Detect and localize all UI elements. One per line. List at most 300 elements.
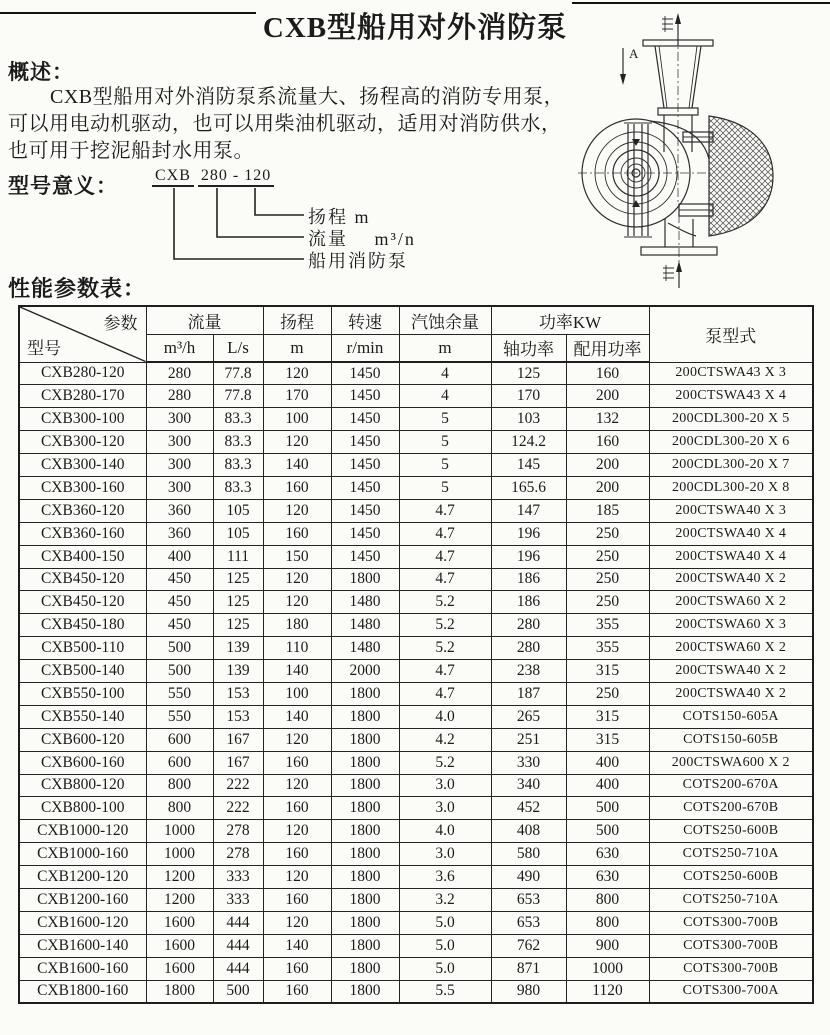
table-row [19,751,813,774]
cell-pump-type: COTS150-605A [649,705,813,728]
cell-head: 120 [263,911,331,934]
cell-npsh: 5 [399,454,491,477]
cell-head: 120 [263,499,331,522]
cell-shaft-power: 653 [491,888,566,911]
cell-flow-ls: 139 [213,660,263,683]
cell-rated-power: 500 [566,820,649,843]
cell-shaft-power: 408 [491,820,566,843]
cell-shaft-power: 490 [491,866,566,889]
cell-npsh: 4.7 [399,522,491,545]
cell-model: CXB300-100 [19,408,146,431]
cell-head: 120 [263,866,331,889]
cell-model: CXB1000-160 [19,843,146,866]
cell-flow-ls: 222 [213,774,263,797]
table-row [19,774,813,797]
cell-flow-ls: 444 [213,911,263,934]
page-title: CXB型船用对外消防泵 [262,12,568,44]
cell-npsh: 3.0 [399,774,491,797]
cell-speed: 1800 [331,843,399,866]
cell-shaft-power: 330 [491,751,566,774]
cell-pump-type: 200CDL300-20 X 5 [649,408,813,431]
cell-pump-type: 200CTSWA600 X 2 [649,751,813,774]
cell-shaft-power: 187 [491,682,566,705]
cell-head: 160 [263,957,331,980]
cell-pump-type: 200CTSWA40 X 4 [649,522,813,545]
cell-model: CXB800-120 [19,774,146,797]
cell-head: 100 [263,408,331,431]
cell-pump-type: 200CTSWA60 X 2 [649,637,813,660]
cell-head: 120 [263,820,331,843]
table-body [19,362,813,1003]
cell-rated-power: 250 [566,568,649,591]
cell-npsh: 3.2 [399,888,491,911]
cell-flow-m3h: 600 [146,751,213,774]
cell-npsh: 4.2 [399,728,491,751]
cell-npsh: 4.7 [399,568,491,591]
table-row [19,911,813,934]
cell-shaft-power: 124.2 [491,431,566,454]
cell-npsh: 5.0 [399,934,491,957]
cell-pump-type: 200CTSWA40 X 2 [649,660,813,683]
cell-flow-m3h: 1600 [146,934,213,957]
cell-rated-power: 800 [566,888,649,911]
cell-model: CXB1200-120 [19,866,146,889]
cell-flow-ls: 83.3 [213,408,263,431]
cell-rated-power: 250 [566,591,649,614]
cell-flow-m3h: 280 [146,362,213,385]
cell-shaft-power: 580 [491,843,566,866]
unit-ls: L/s [213,334,263,362]
cell-head: 140 [263,454,331,477]
section-label: A [629,46,639,61]
cell-speed: 1800 [331,866,399,889]
cell-head: 140 [263,705,331,728]
col-header-head: 扬程 [263,306,331,334]
cell-speed: 1800 [331,820,399,843]
label-marine-fire-pump: 船用消防泵 [308,251,408,271]
cell-pump-type: COTS300-700A [649,980,813,1003]
cell-flow-m3h: 1000 [146,820,213,843]
cell-head: 160 [263,522,331,545]
corner-label-parameter: 参数 [103,314,138,333]
cell-flow-ls: 167 [213,728,263,751]
subcol-rated-power: 配用功率 [566,334,649,362]
cell-speed: 1450 [331,522,399,545]
table-row [19,385,813,408]
cell-npsh: 5.2 [399,637,491,660]
cell-flow-m3h: 450 [146,614,213,637]
tiny-port-glyph-top [662,16,673,32]
cell-pump-type: 200CTSWA40 X 2 [649,568,813,591]
cell-rated-power: 630 [566,866,649,889]
cell-flow-m3h: 1200 [146,866,213,889]
cell-flow-ls: 278 [213,843,263,866]
cell-speed: 1800 [331,568,399,591]
cell-flow-m3h: 360 [146,522,213,545]
cell-model: CXB450-120 [19,568,146,591]
cell-shaft-power: 280 [491,614,566,637]
table-row [19,545,813,568]
cell-npsh: 5.2 [399,751,491,774]
cell-flow-m3h: 300 [146,431,213,454]
cell-rated-power: 132 [566,408,649,431]
cell-head: 160 [263,751,331,774]
cell-head: 180 [263,614,331,637]
cell-flow-ls: 125 [213,614,263,637]
cell-pump-type: COTS200-670A [649,774,813,797]
cell-flow-ls: 83.3 [213,431,263,454]
cell-speed: 1800 [331,682,399,705]
table-row [19,362,813,385]
cell-npsh: 5.2 [399,614,491,637]
cell-speed: 1800 [331,980,399,1003]
label-head-unit: 扬程 m [308,207,371,227]
cell-npsh: 4.7 [399,660,491,683]
cell-flow-m3h: 1200 [146,888,213,911]
model-code [152,167,278,185]
tiny-port-glyph-bottom [663,265,674,281]
cell-rated-power: 355 [566,614,649,637]
cell-speed: 1800 [331,774,399,797]
cell-speed: 1480 [331,614,399,637]
corner-cell [19,306,146,362]
cell-pump-type: COTS300-700B [649,957,813,980]
cell-speed: 1450 [331,385,399,408]
cell-rated-power: 250 [566,682,649,705]
cell-model: CXB300-160 [19,476,146,499]
cell-flow-m3h: 280 [146,385,213,408]
cell-npsh: 4.0 [399,705,491,728]
cell-speed: 1450 [331,454,399,477]
cell-rated-power: 315 [566,705,649,728]
cell-head: 100 [263,682,331,705]
cell-speed: 1450 [331,431,399,454]
cell-head: 150 [263,545,331,568]
cell-speed: 1450 [331,362,399,385]
cell-flow-ls: 153 [213,705,263,728]
cell-flow-ls: 139 [213,637,263,660]
cell-shaft-power: 653 [491,911,566,934]
cell-pump-type: 200CDL300-20 X 8 [649,476,813,499]
table-row [19,614,813,637]
table-row [19,431,813,454]
cell-flow-ls: 83.3 [213,454,263,477]
cell-shaft-power: 238 [491,660,566,683]
cell-pump-type: COTS250-600B [649,866,813,889]
cell-shaft-power: 186 [491,568,566,591]
cell-rated-power: 250 [566,522,649,545]
cell-flow-m3h: 1000 [146,843,213,866]
cell-model: CXB300-140 [19,454,146,477]
table-row [19,820,813,843]
cell-flow-ls: 167 [213,751,263,774]
table-row [19,408,813,431]
cell-speed: 1800 [331,911,399,934]
cell-shaft-power: 762 [491,934,566,957]
cell-flow-m3h: 300 [146,476,213,499]
cell-npsh: 3.0 [399,797,491,820]
cell-pump-type: 200CDL300-20 X 6 [649,431,813,454]
cell-model: CXB280-120 [19,362,146,385]
cell-pump-type: 200CTSWA40 X 2 [649,682,813,705]
cell-rated-power: 400 [566,774,649,797]
cell-head: 160 [263,843,331,866]
unit-rmin: r/min [331,334,399,362]
cell-rated-power: 1000 [566,957,649,980]
cell-pump-type: COTS200-670B [649,797,813,820]
cell-pump-type: COTS250-710A [649,888,813,911]
table-row [19,499,813,522]
cell-flow-ls: 105 [213,522,263,545]
cell-shaft-power: 103 [491,408,566,431]
cell-flow-ls: 222 [213,797,263,820]
cell-flow-m3h: 450 [146,568,213,591]
cell-speed: 1450 [331,545,399,568]
cell-npsh: 5.0 [399,911,491,934]
cell-pump-type: 200CTSWA60 X 3 [649,614,813,637]
cell-npsh: 3.0 [399,843,491,866]
cell-speed: 1800 [331,934,399,957]
subcol-shaft-power: 轴功率 [491,334,566,362]
cell-flow-m3h: 500 [146,637,213,660]
cell-pump-type: 200CTSWA40 X 4 [649,545,813,568]
cell-pump-type: COTS300-700B [649,934,813,957]
cell-flow-m3h: 300 [146,454,213,477]
cell-speed: 1800 [331,751,399,774]
cell-npsh: 5.0 [399,957,491,980]
cell-head: 140 [263,660,331,683]
cell-shaft-power: 196 [491,522,566,545]
cell-flow-m3h: 1800 [146,980,213,1003]
cell-flow-ls: 111 [213,545,263,568]
cell-flow-m3h: 300 [146,408,213,431]
table-row [19,660,813,683]
cell-rated-power: 200 [566,385,649,408]
cell-rated-power: 250 [566,545,649,568]
cell-speed: 1480 [331,591,399,614]
cell-model: CXB450-180 [19,614,146,637]
unit-head-m: m [263,334,331,362]
cell-rated-power: 200 [566,476,649,499]
cell-rated-power: 200 [566,454,649,477]
cell-rated-power: 500 [566,797,649,820]
cell-model: CXB1600-160 [19,957,146,980]
cell-flow-ls: 83.3 [213,476,263,499]
cell-pump-type: COTS300-700B [649,911,813,934]
cell-rated-power: 1120 [566,980,649,1003]
cell-speed: 2000 [331,660,399,683]
table-row [19,682,813,705]
cell-head: 160 [263,797,331,820]
cell-pump-type: 200CDL300-20 X 7 [649,454,813,477]
cell-head: 120 [263,591,331,614]
cell-flow-m3h: 400 [146,545,213,568]
cell-model: CXB550-140 [19,705,146,728]
cell-flow-ls: 153 [213,682,263,705]
cell-flow-m3h: 800 [146,774,213,797]
cell-pump-type: 200CTSWA40 X 3 [649,499,813,522]
col-header-power: 功率KW [491,306,649,334]
cell-model: CXB1200-160 [19,888,146,911]
cell-npsh: 5 [399,408,491,431]
cell-flow-m3h: 360 [146,499,213,522]
cell-rated-power: 800 [566,911,649,934]
cell-speed: 1450 [331,499,399,522]
cell-model: CXB550-100 [19,682,146,705]
cell-shaft-power: 340 [491,774,566,797]
cell-shaft-power: 145 [491,454,566,477]
cell-speed: 1800 [331,728,399,751]
cell-flow-ls: 444 [213,934,263,957]
cell-flow-ls: 125 [213,568,263,591]
cell-npsh: 5 [399,476,491,499]
cell-head: 170 [263,385,331,408]
cell-rated-power: 630 [566,843,649,866]
table-row [19,728,813,751]
table-row [19,866,813,889]
cell-shaft-power: 251 [491,728,566,751]
cell-npsh: 5.5 [399,980,491,1003]
cell-npsh: 4.0 [399,820,491,843]
table-row [19,957,813,980]
cell-flow-ls: 333 [213,866,263,889]
unit-m3h: m³/h [146,334,213,362]
cell-model: CXB360-120 [19,499,146,522]
cell-flow-ls: 444 [213,957,263,980]
cell-shaft-power: 280 [491,637,566,660]
cell-shaft-power: 265 [491,705,566,728]
cell-rated-power: 315 [566,728,649,751]
cell-rated-power: 900 [566,934,649,957]
cell-rated-power: 160 [566,362,649,385]
cell-model: CXB280-170 [19,385,146,408]
cell-speed: 1800 [331,957,399,980]
cell-pump-type: 200CTSWA60 X 2 [649,591,813,614]
cell-rated-power: 400 [566,751,649,774]
cell-model: CXB400-150 [19,545,146,568]
cell-speed: 1480 [331,637,399,660]
cell-shaft-power: 871 [491,957,566,980]
table-row [19,888,813,911]
cell-shaft-power: 452 [491,797,566,820]
cell-flow-ls: 105 [213,499,263,522]
cell-shaft-power: 196 [491,545,566,568]
cell-shaft-power: 165.6 [491,476,566,499]
cell-model: CXB500-140 [19,660,146,683]
cell-npsh: 4.7 [399,682,491,705]
cell-pump-type: COTS250-600B [649,820,813,843]
cell-head: 120 [263,431,331,454]
performance-table [18,305,814,1004]
cell-speed: 1450 [331,408,399,431]
cell-head: 120 [263,728,331,751]
cell-shaft-power: 125 [491,362,566,385]
cell-speed: 1800 [331,705,399,728]
cell-npsh: 4 [399,362,491,385]
cell-flow-m3h: 1600 [146,911,213,934]
cell-flow-m3h: 600 [146,728,213,751]
model-code-numbers: 280 - 120 [198,167,274,187]
cell-npsh: 5.2 [399,591,491,614]
cell-speed: 1800 [331,888,399,911]
cell-npsh: 4 [399,385,491,408]
cell-head: 160 [263,980,331,1003]
cell-model: CXB800-100 [19,797,146,820]
model-meaning-heading: 型号意义： [8,174,118,198]
cell-rated-power: 355 [566,637,649,660]
cell-model: CXB600-120 [19,728,146,751]
table-row [19,934,813,957]
cell-model: CXB1600-120 [19,911,146,934]
cell-flow-ls: 77.8 [213,385,263,408]
cell-head: 160 [263,888,331,911]
cell-flow-m3h: 550 [146,705,213,728]
cell-flow-ls: 125 [213,591,263,614]
table-row [19,476,813,499]
table-row [19,568,813,591]
col-header-flow: 流量 [146,306,263,334]
cell-flow-m3h: 500 [146,660,213,683]
cell-flow-m3h: 450 [146,591,213,614]
cell-shaft-power: 170 [491,385,566,408]
table-row [19,591,813,614]
cell-model: CXB1800-160 [19,980,146,1003]
col-header-pump-type: 泵型式 [649,306,813,362]
cell-flow-ls: 278 [213,820,263,843]
cell-model: CXB1000-120 [19,820,146,843]
table-row [19,522,813,545]
cell-shaft-power: 980 [491,980,566,1003]
cell-shaft-power: 147 [491,499,566,522]
model-code-connector-lines [152,188,308,263]
label-flow-unit: 流量 m³/n [308,229,416,249]
table-row [19,980,813,1003]
cell-rated-power: 160 [566,431,649,454]
cell-flow-m3h: 800 [146,797,213,820]
cell-pump-type: COTS250-710A [649,843,813,866]
cell-head: 160 [263,476,331,499]
overview-paragraph: CXB型船用对外消防泵系流量大、扬程高的消防专用泵，可以用电动机驱动，也可以用柴油机驱动，适用对消防供水，也可用于挖泥船封水用泵。 [8,86,565,162]
cell-model: CXB600-160 [19,751,146,774]
cell-model: CXB500-110 [19,637,146,660]
cell-head: 120 [263,362,331,385]
cell-npsh: 3.6 [399,866,491,889]
cell-speed: 1800 [331,797,399,820]
col-header-npsh: 汽蚀余量 [399,306,491,334]
model-code-prefix: CXB [152,167,194,187]
col-header-speed: 转速 [331,306,399,334]
cell-flow-ls: 500 [213,980,263,1003]
cell-head: 140 [263,934,331,957]
cell-model: CXB300-120 [19,431,146,454]
pump-technical-drawing [576,4,830,296]
table-row [19,637,813,660]
cell-model: CXB1600-140 [19,934,146,957]
table-row [19,797,813,820]
corner-label-model: 型号 [27,338,61,358]
unit-npsh-m: m [399,334,491,362]
cell-flow-m3h: 550 [146,682,213,705]
cell-head: 120 [263,774,331,797]
cell-flow-ls: 77.8 [213,362,263,385]
cell-model: CXB360-160 [19,522,146,545]
cell-rated-power: 185 [566,499,649,522]
cell-pump-type: COTS150-605B [649,728,813,751]
cell-head: 110 [263,637,331,660]
cell-pump-type: 200CTSWA43 X 3 [649,362,813,385]
table-heading: 性能参数表： [8,276,147,301]
table-row [19,705,813,728]
